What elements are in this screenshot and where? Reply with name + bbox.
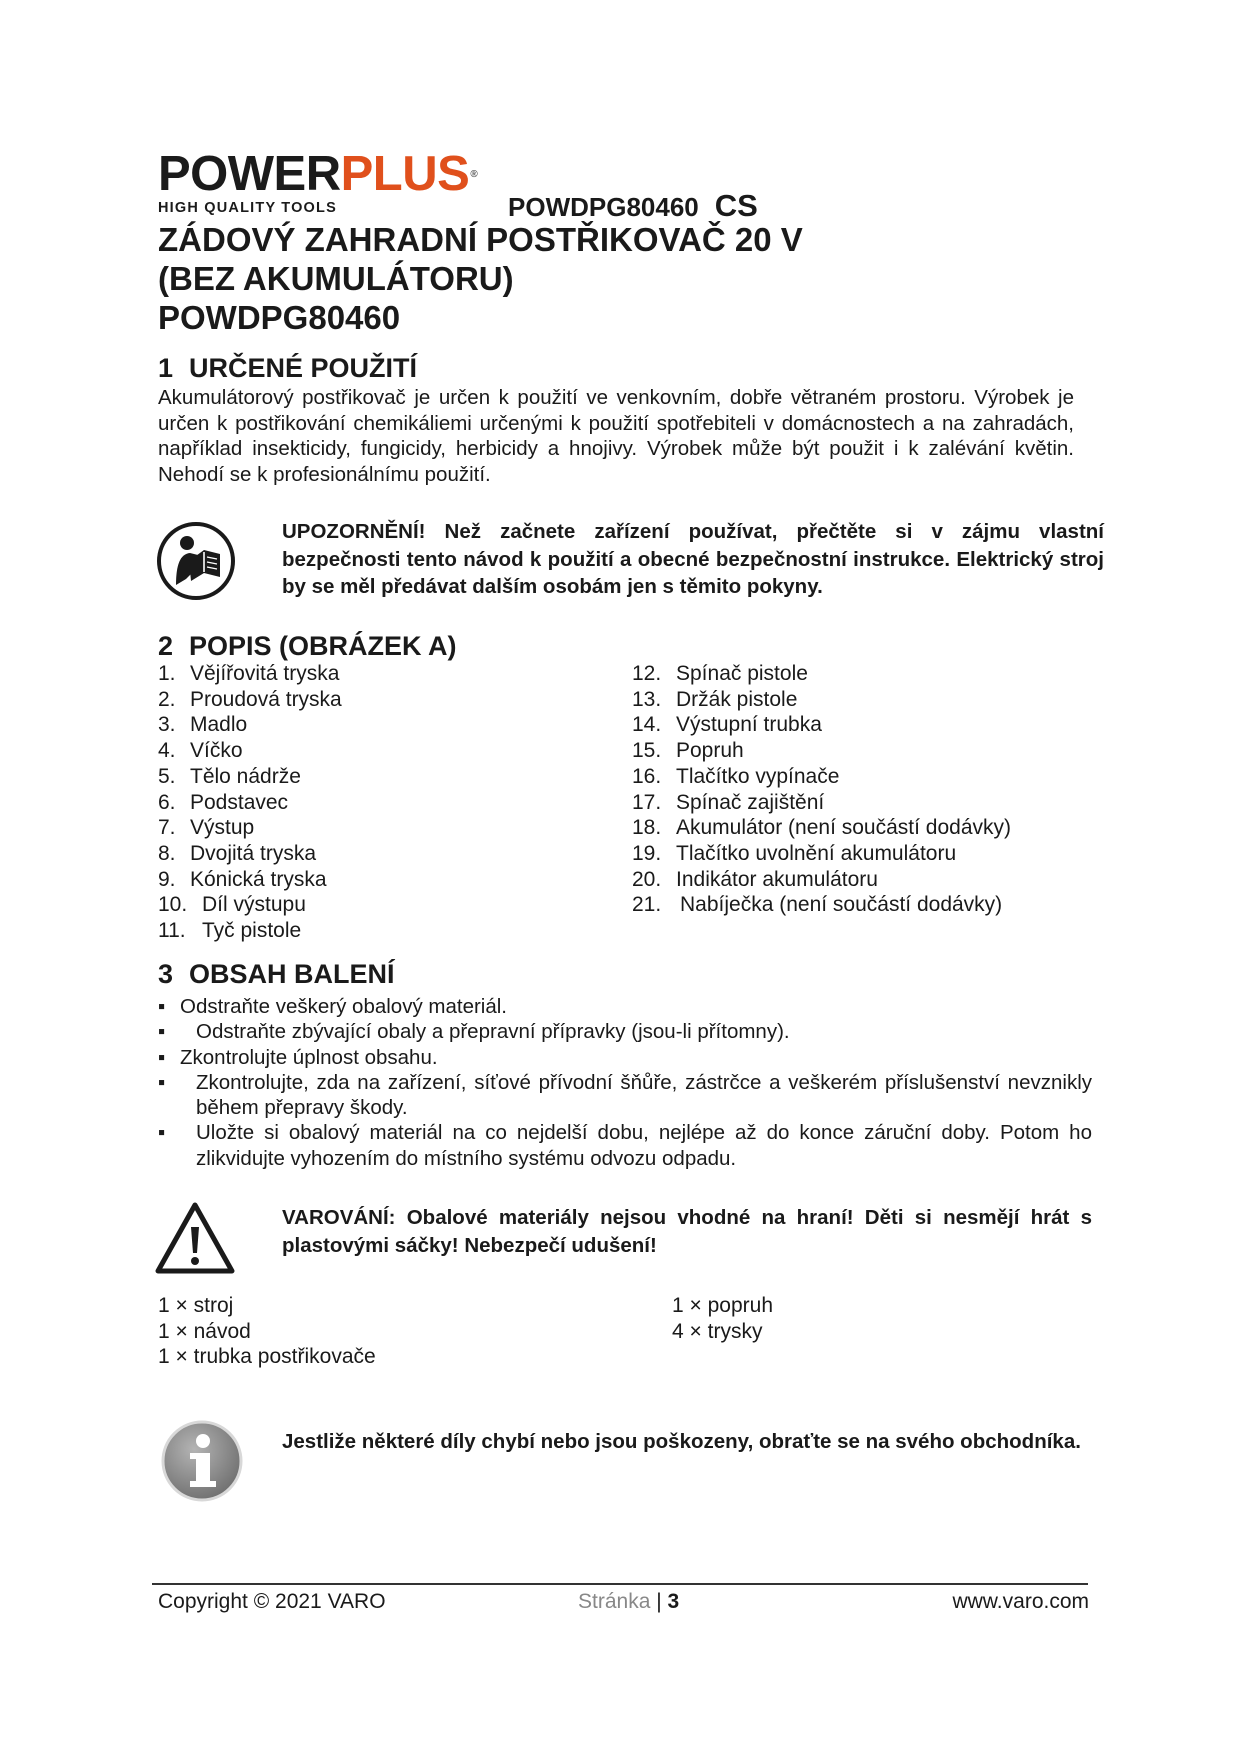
section-2-title: POPIS (OBRÁZEK A): [189, 631, 457, 661]
footer-website-link[interactable]: www.varo.com: [952, 1590, 1089, 1613]
list-item: 4 × trysky: [672, 1319, 763, 1343]
list-item: 14. Výstupní trubka: [632, 713, 822, 737]
list-item: 9. Kónická tryska: [158, 867, 327, 891]
list-item: 2. Proudová tryska: [158, 687, 342, 711]
list-item: 21. Nabíječka (není součástí dodávky): [632, 893, 1003, 917]
header-language: CS: [714, 188, 758, 223]
section-1-number: 1: [158, 353, 174, 383]
header-model: [508, 188, 758, 224]
section-1-heading: [158, 352, 417, 384]
parts-list-right: [632, 661, 1011, 918]
read-manual-icon: [156, 521, 236, 601]
list-item: 7. Výstup: [158, 816, 255, 840]
warning-text: VAROVÁNÍ: Obalové materiály nejsou vhodné na hraní! Děti si nesmějí hrát s plastovými sáčky! Nebezpečí udušení!: [282, 1206, 1092, 1257]
title-line-3: POWDPG80460: [158, 299, 401, 336]
list-item: ▪ Odstraňte veškerý obalový materiál.: [158, 995, 507, 1018]
info-icon: [160, 1419, 244, 1503]
list-item: 1. Vějířovitá tryska: [158, 662, 340, 685]
list-item: 17. Spínač zajištění: [632, 790, 825, 814]
title-line-1: ZÁDOVÝ ZAHRADNÍ POSTŘIKOVAČ 20 V: [158, 221, 803, 258]
footer-page-value: 3: [667, 1590, 680, 1613]
package-contents-left: [158, 1293, 376, 1370]
section-1-text: Akumulátorový postřikovač je určen k použití ve venkovním, dobře větraném prostoru. Výrobek je určen k postřikování chemikáliemi určenými k použití spotřebiteli v domácnostech a na zahradách, například insekticidy, fungicidy, herbicidy a hnojivy. Výrobek může být použit i k zalévání květin. Nehodí se k profesionálnímu použití.: [158, 386, 1074, 487]
package-bullets: [158, 994, 1092, 1171]
footer-copyright: Copyright © 2021 VARO: [158, 1590, 386, 1613]
info-text: Jestliže některé díly chybí nebo jsou poškozeny, obraťte se na svého obchodníka.: [282, 1430, 1081, 1453]
list-item: 4. Víčko: [158, 739, 243, 763]
list-item: 6. Podstavec: [158, 790, 289, 814]
notice-text: UPOZORNĚNÍ! Než začnete zařízení používat, přečtěte si v zájmu vlastní bezpečnosti tento návod k použití a obecné bezpečnostní instrukce. Elektrický stroj by se měl předávat dalším osobám jen s těmito pokyny.: [282, 520, 1104, 598]
section-2-heading: [158, 630, 457, 662]
list-item: 5. Tělo nádrže: [158, 764, 301, 788]
section-3-title: OBSAH BALENÍ: [189, 959, 395, 989]
footer-page-label: Stránka: [578, 1590, 651, 1613]
list-item: 19. Tlačítko uvolnění akumulátoru: [632, 841, 957, 865]
list-item: 18. Akumulátor (není součástí dodávky): [632, 816, 1011, 840]
footer-divider: [152, 1583, 1088, 1585]
logo-word-plus: PLUS: [340, 147, 470, 201]
list-item: 8. Dvojitá tryska: [158, 841, 317, 865]
list-item: ▪ Zkontrolujte úplnost obsahu.: [158, 1045, 438, 1069]
list-item: 11. Tyč pistole: [158, 919, 302, 943]
section-2-number: 2: [158, 631, 174, 661]
list-item: ▪ Zkontrolujte, zda na zařízení, síťové přívodní šňůře, zástrčce a veškerém příslušenství nevznikly během přepravy škody.: [158, 1070, 1092, 1120]
list-item: 20. Indikátor akumulátoru: [632, 867, 878, 891]
list-item: 1 × popruh: [672, 1294, 774, 1317]
footer-page-number: [578, 1590, 679, 1614]
section-1-title: URČENÉ POUŽITÍ: [189, 353, 418, 383]
list-item: 16. Tlačítko vypínače: [632, 764, 840, 788]
parts-list-left: [158, 661, 342, 944]
logo-registered-mark: ®: [470, 169, 478, 180]
title-line-2: (BEZ AKUMULÁTORU): [158, 260, 514, 297]
list-item: 10. Díl výstupu: [158, 893, 306, 917]
document-title: [158, 220, 1058, 337]
list-item: 15. Popruh: [632, 739, 744, 763]
section-3-number: 3: [158, 959, 174, 989]
logo-word-power: POWER: [158, 147, 341, 201]
list-item: 12. Spínač pistole: [632, 662, 808, 685]
package-contents-right: [672, 1293, 773, 1344]
list-item: ▪ Odstraňte zbývající obaly a přepravní přípravky (jsou-li přítomny).: [158, 1020, 790, 1044]
brand-logo: [158, 147, 493, 216]
section-3-heading: [158, 958, 395, 990]
logo-tagline: HIGH QUALITY TOOLS: [158, 200, 337, 216]
warning-triangle-icon: [154, 1201, 236, 1275]
list-item: ▪ Uložte si obalový materiál na co nejdelší dobu, nejlépe až do konce záruční doby. Potom ho zlikvidujte vyhozením do místního systému odvozu odpadu.: [158, 1121, 1092, 1170]
list-item: 13. Držák pistole: [632, 687, 798, 711]
footer-separator: |: [656, 1590, 662, 1613]
header-model-code: POWDPG80460: [508, 192, 699, 222]
list-item: 1 × stroj: [158, 1294, 234, 1317]
list-item: 1 × návod: [158, 1319, 251, 1343]
list-item: 3. Madlo: [158, 713, 248, 737]
list-item: 1 × trubka postřikovače: [158, 1345, 376, 1368]
